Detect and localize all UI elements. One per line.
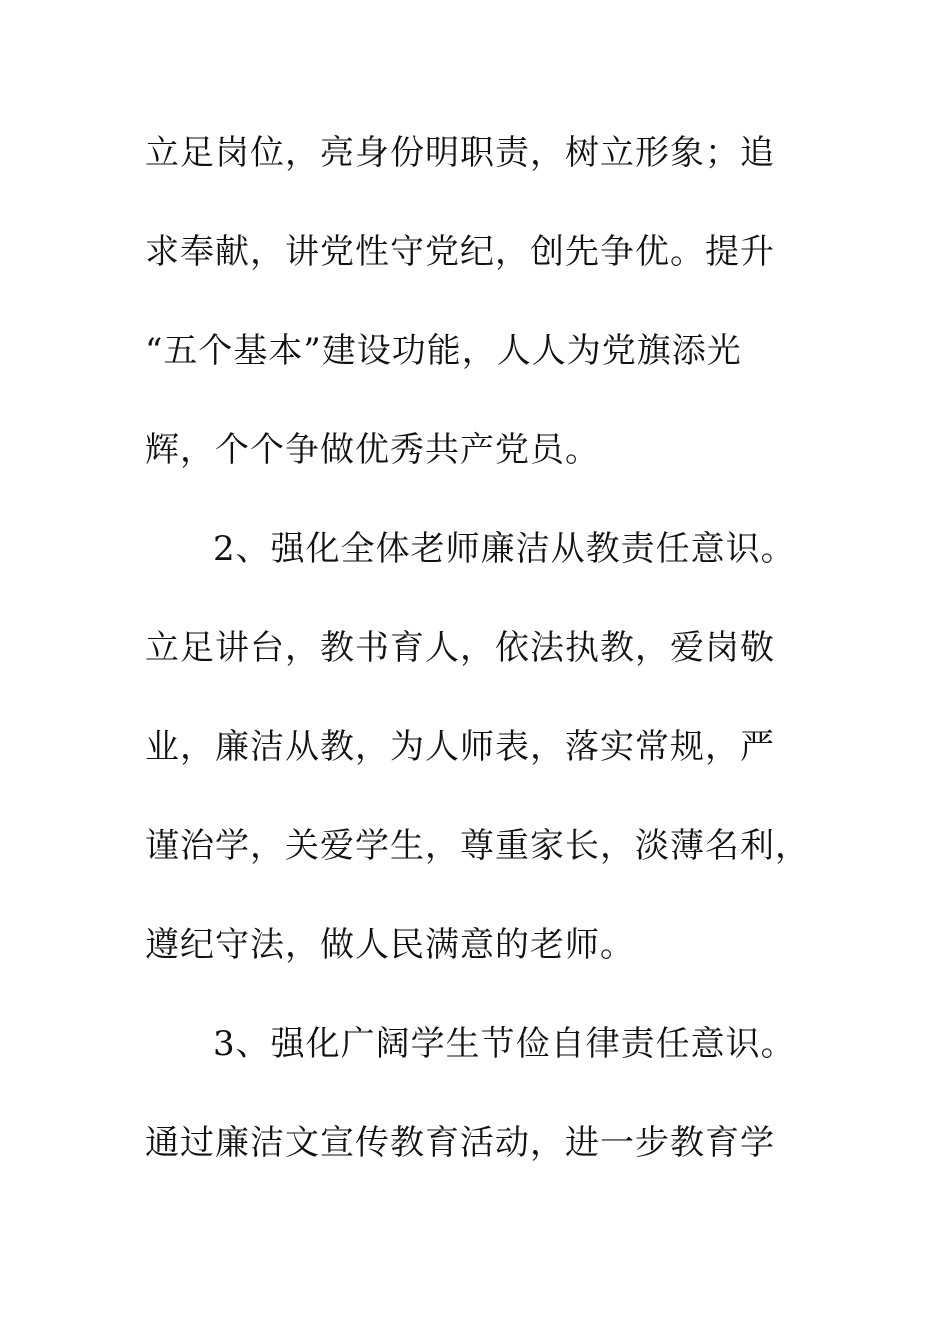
paragraph-heading-3: 3、强化广阔学生节俭自律责任意识。 <box>213 1024 796 1064</box>
text-line: 求奉献，讲党性守党纪，创先争优。提升 <box>145 232 775 272</box>
text-line: 业，廉洁从教，为人师表，落实常规，严 <box>145 727 775 767</box>
text-line: 辉，个个争做优秀共产党员。 <box>145 430 600 470</box>
text-line: 遵纪守法，做人民满意的老师。 <box>145 925 635 965</box>
text-line: 谨治学，关爱学生，尊重家长，淡薄名利， <box>145 826 810 866</box>
text-line: “五个基本”建设功能，人人为党旗添光 <box>145 331 742 371</box>
paragraph-heading-2: 2、强化全体老师廉洁从教责任意识。 <box>213 529 796 569</box>
text-line: 通过廉洁文宣传教育活动，进一步教育学 <box>145 1123 775 1163</box>
text-line: 立足岗位，亮身份明职责，树立形象；追 <box>145 133 775 173</box>
text-line: 立足讲台，教书育人，依法执教，爱岗敬 <box>145 628 775 668</box>
